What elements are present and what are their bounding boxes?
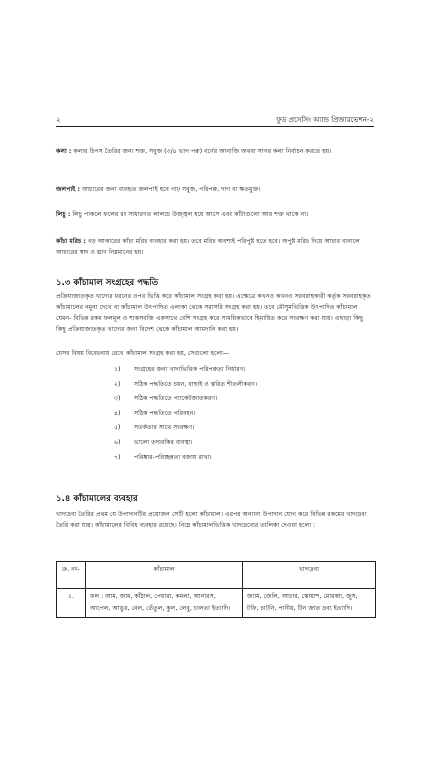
list-item: ৩) সঠিক পদ্ধতিতে প্যাকেটজাতকরণ। <box>114 395 218 403</box>
definition-text: কলার চিপস তৈরির জন্য শক্ত, সবুজ (৩/৪ ভাগ পক্ব) বর্ণের আনাজি অথবা সাগর কলা নির্বাচন করতে হয়। <box>73 148 332 155</box>
definition-green-chili <box>56 236 374 258</box>
section-heading: ১.৩ কাঁচামাল সংগ্রহের পদ্ধতি <box>56 278 159 288</box>
running-title: ফুড প্রসেসিং অ্যান্ড প্রিজারভেশন-২ <box>276 116 374 124</box>
collection-criteria-list <box>114 364 257 466</box>
definition-text: বড় আকারের কাঁচা মরিচ ব্যবহার করা হয়। তবে মরিচ অবশ্যই পরিপুষ্ট হতে হবে। অপুষ্ট মরিচ দিয়ে আচার বানালে আচারের স্বাদ ও ঘ্রাণ নিম্নমানের হয়। <box>56 238 360 256</box>
running-header <box>56 114 374 126</box>
definition-olive <box>56 184 374 195</box>
list-intro: যেসব বিষয় বিবেচনায় রেখে কাঁচামাল সংগ্রহ করা হয়, সেগুলো হলো— <box>56 350 230 357</box>
definition-banana <box>56 146 374 157</box>
section-heading: ১.৪ কাঁচামালের ব্যবহার <box>56 494 138 504</box>
definition-text: লিচু পাকলে ফলের রং সাধারণত লালচে উজ্জ্বল হয়ে আসে এবং কাঁটাগুলো আর শক্ত থাকে না। <box>72 211 309 218</box>
column-header: খাদ্যদ্রব্য <box>243 562 376 589</box>
definition-text: আচারের জন্য ব্যবহৃত জলপাই হবে গাঢ় সবুজ, পরিপক্ব, দাগ বা ক্ষতমুক্ত। <box>81 186 261 193</box>
header-rule <box>56 126 374 127</box>
table-cell: জ্যাম, জেলি, আচার, স্কোয়াশ, মোরব্বা, জুস, টফি, চাটনি, পানীয়, টিন জাত দ্রব্য ইত্যাদি। <box>243 589 376 618</box>
section-paragraph: খাদ্যদ্রব্য তৈরির প্রথম যে উপাদানটির প্রয়োজন সেটি হলো কাঁচামাল। এরপর অন্যান্য উপাদান যোগ করে বিভিন্ন রকমের খাদ্যদ্রব্য তৈরি করা যায়। কাঁচামালের বিবিধ ব্যবহার রয়েছে। নিম্নে কাঁচামালভিত্তিক খাদ্যদ্রব্যের তালিকা দেওয়া হলো : <box>56 511 367 529</box>
table-cell: ১. <box>57 589 86 618</box>
column-header: কাঁচামাল <box>86 562 243 589</box>
table-cell: ফল : আম, জাম, কাঁঠাল, পেয়ারা, কমলা, আনারস, আপেল, আঙুর, বেল, তেঁতুল, কুল, লেবু, চালতা ইত্যাদি। <box>86 589 243 618</box>
definition-lychee <box>56 209 374 220</box>
table-header-row <box>57 562 376 589</box>
section-paragraph: প্রক্রিয়াজাতকৃত খাদ্যের ধরনের ওপর ভিত্তি করে কাঁচামাল সংগ্রহ করা হয়। এক্ষেত্রে কখনও কখনও সরবরাহকারী কর্তৃক সরবরাহকৃত কাঁচামালের নমুনা দেখে বা কাঁচামাল উৎপাদিত এলাকা থেকে সরাসরি সংগ্রহ করা হয়। তবে মৌসুমভিত্তিক উৎপাদিত কাঁচামাল যেমন- বিভিন্ন রকম ফলমূল ও শাকসবজি একসাথে বেশি সংগ্রহ করে সাময়িকভাবে হিমায়িত করে সংরক্ষণ করা যায়। এছাড়া কিছু কিছু প্রক্রিয়াজাতকৃত খাদ্যের জন্য বিদেশ থেকে কাঁচামাল আমদানি করা হয়। <box>56 293 371 333</box>
definition-term: লিচু : <box>56 211 71 218</box>
list-item: ৬) ভালো তদারকির ব্যবস্থা। <box>114 438 193 446</box>
definition-term: কাঁচা মরিচ : <box>56 238 86 245</box>
table-row <box>57 589 376 618</box>
list-item: ১) সংগ্রহের জন্য খাদ্যভিত্তিক পরিপক্বতা নির্ধারণ। <box>114 366 246 373</box>
raw-material-table <box>56 561 376 618</box>
definition-term: কলা : <box>56 148 72 155</box>
list-item: ২) সঠিক পদ্ধতিতে চয়ন, বাছাই ও ত্বরিত শীতলীকরণ। <box>114 380 258 388</box>
definition-term: জলপাই : <box>56 186 80 193</box>
list-item: ৪) সঠিক পদ্ধতিতে পরিবহন। <box>114 409 196 417</box>
list-item: ৭) পরিষ্কার-পরিচ্ছন্নতা বজায় রাখা। <box>114 453 212 461</box>
page-number: ২ <box>56 116 61 124</box>
list-item: ৫) সতর্কতার সাথে সংরক্ষণ। <box>114 424 195 432</box>
column-header: ক্র. নং- <box>57 562 86 589</box>
